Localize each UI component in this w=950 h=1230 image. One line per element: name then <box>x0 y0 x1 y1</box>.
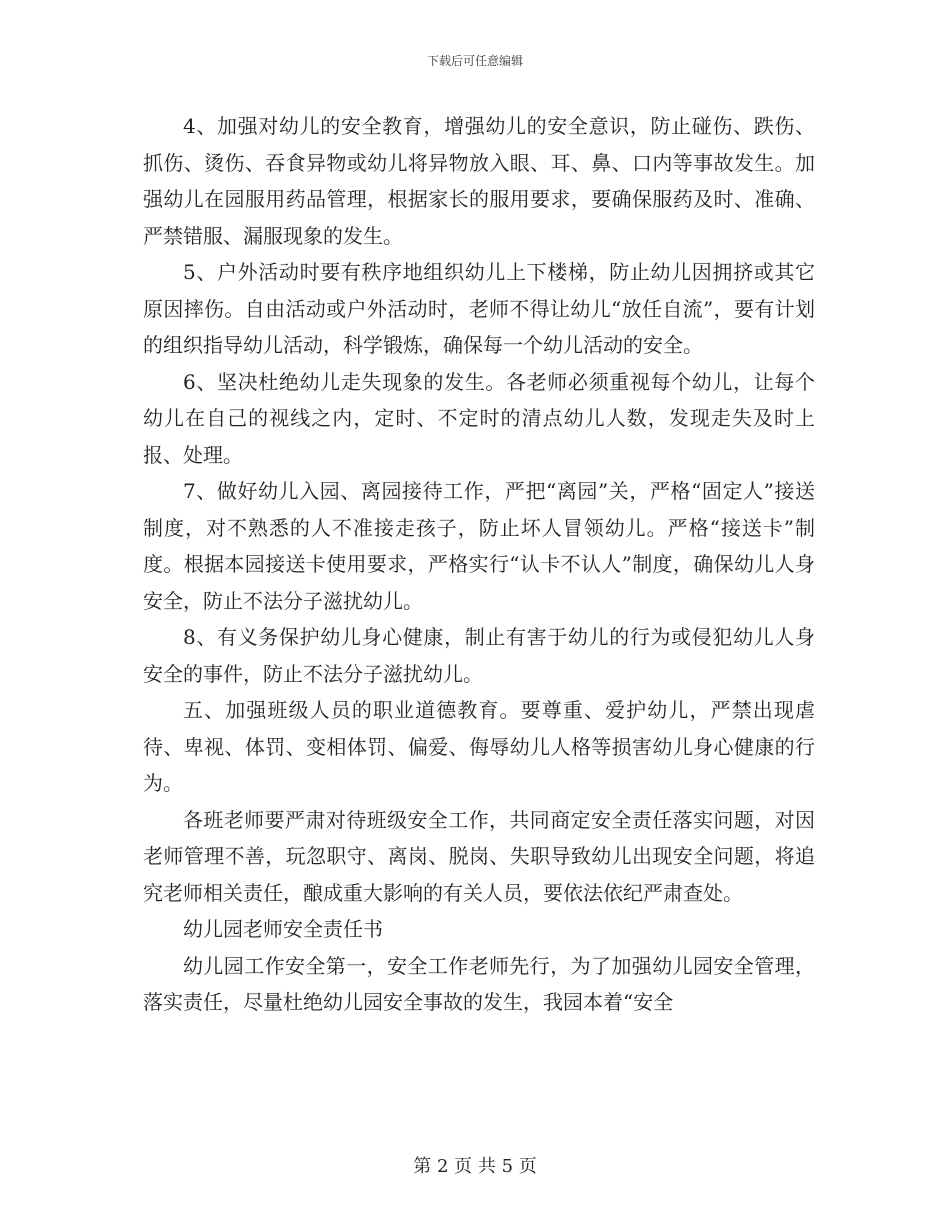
section-title: 幼儿园老师安全责任书 <box>183 917 383 941</box>
paragraph-conclusion: 各班老师要严肃对待班级安全工作，共同商定安全责任落实问题，对因老师管理不善，玩忽职守、离岗、脱岗、失职导致幼儿出现安全问题，将追究老师相关责任，酿成重大影响的有关人员，要依法依纪严肃查处。 <box>143 807 815 905</box>
document-body <box>143 108 815 1021</box>
paragraph-section-five: 五、加强班级人员的职业道德教育。要尊重、爱护幼儿，严禁出现虐待、卑视、体罚、变相体罚、偏爱、侮辱幼儿人格等损害幼儿身心健康的行为。 <box>143 698 815 795</box>
paragraph-item-6: 6、坚决杜绝幼儿走失现象的发生。各老师必须重视每个幼儿，让每个幼儿在自己的视线之内，定时、不定时的清点幼儿人数，发现走失及时上报、处理。 <box>143 369 815 467</box>
page-footer: 第 2 页 共 5 页 <box>413 1156 537 1177</box>
paragraph-item-8: 8、有义务保护幼儿身心健康，制止有害于幼儿的行为或侵犯幼儿人身安全的事件，防止不法分子滋扰幼儿。 <box>143 625 815 686</box>
paragraph-item-4: 4、加强对幼儿的安全教育，增强幼儿的安全意识，防止碰伤、跌伤、抓伤、烫伤、吞食异物或幼儿将异物放入眼、耳、鼻、口内等事故发生。加强幼儿在园服用药品管理，根据家长的服用要求，要确保服药及时、准确、严禁错服、漏服现象的发生。 <box>143 114 815 248</box>
paragraph-intro: 幼儿园工作安全第一，安全工作老师先行，为了加强幼儿园安全管理，落实责任，尽量杜绝幼儿园安全事故的发生，我园本着“安全 <box>143 953 815 1014</box>
paragraph-item-5: 5、户外活动时要有秩序地组织幼儿上下楼梯，防止幼儿因拥挤或其它原因摔伤。自由活动或户外活动时，老师不得让幼儿“放任自流”，要有计划的组织指导幼儿活动，科学锻炼，确保每一个幼儿活动的安全。 <box>143 260 815 357</box>
paragraph-item-7: 7、做好幼儿入园、离园接待工作，严把“离园”关，严格“固定人”接送制度，对不熟悉的人不准接走孩子，防止坏人冒领幼儿。严格“接送卡”制度。根据本园接送卡使用要求，严格实行“认卡不认人”制度，确保幼儿人身安全，防止不法分子滋扰幼儿。 <box>143 479 815 613</box>
page-header: 下载后可任意编辑 <box>426 54 523 68</box>
